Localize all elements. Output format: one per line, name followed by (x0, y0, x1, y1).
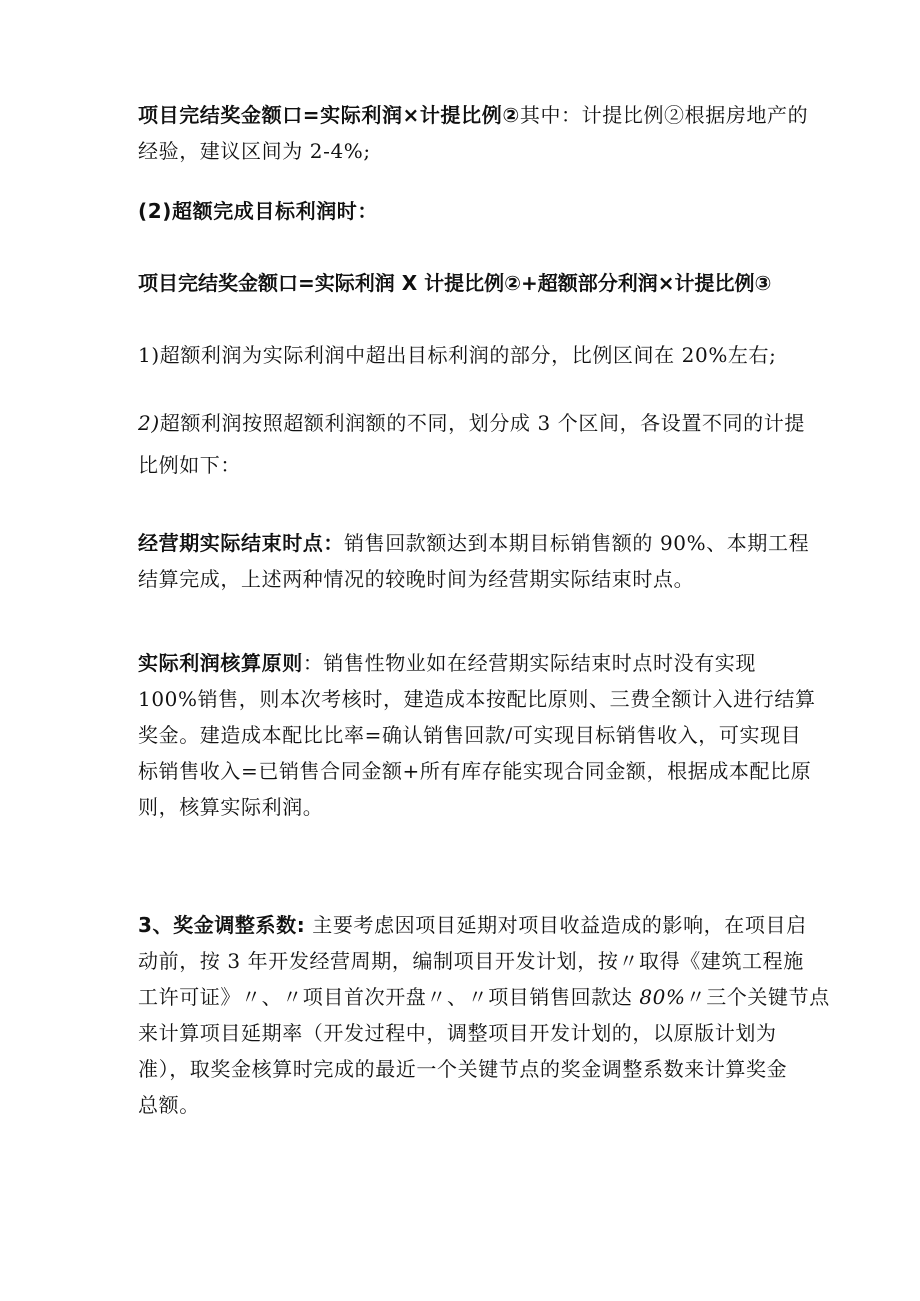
heading-exceed-target: (2)超额完成目标利润时： (138, 199, 378, 223)
paragraph-excess-profit-1: 1)超额利润为实际利润中超出目标利润的部分，比例区间在 20%左右; (138, 343, 777, 367)
bonus-adjustment-line6: 总额。 (138, 1093, 200, 1117)
end-time-definition: 销售回款额达到本期目标销售额的 90%、本期工程 (344, 531, 810, 555)
paragraph-excess-profit-2 (138, 405, 805, 483)
formula-note: 其中：计提比例②根据房地产的 (519, 103, 809, 127)
bonus-adjustment-line3c: 〃三个关键节点 (685, 985, 830, 1009)
bonus-adjustment-percent: 80% (639, 985, 686, 1009)
excess-profit-2-line1: 超额利润按照超额利润额的不同，划分成 3 个区间，各设置不同的计提 (159, 411, 805, 435)
excess-profit-2-line2: 比例如下： (138, 453, 241, 477)
end-time-term: 经营期实际结束时点： (138, 531, 344, 555)
paragraph-exceed-formula: 项目完结奖金额口=实际利润 X 计提比例②+超额部分利润×计提比例③ (138, 271, 772, 295)
paragraph-bonus-adjustment (138, 907, 830, 1123)
bonus-adjustment-line4: 来计算项目延期率（开发过程中，调整项目开发计划的，以原版计划为 (138, 1021, 777, 1045)
profit-accounting-line3: 奖金。建造成本配比比率=确认销售回款/可实现目标销售收入，可实现目 (138, 723, 802, 747)
paragraph-profit-accounting (138, 645, 816, 825)
paragraph-end-time (138, 525, 810, 597)
item-number: 2) (138, 411, 160, 435)
end-time-line2: 结算完成，上述两种情况的较晚时间为经营期实际结束时点。 (138, 567, 695, 591)
bonus-adjustment-line2: 动前，按 3 年开发经营周期，编制项目开发计划，按〃取得《建筑工程施 (138, 949, 804, 973)
bonus-adjustment-definition: 主要考虑因项目延期对项目收益造成的影响，在项目启 (305, 913, 807, 937)
formula-note-line2: 经验，建议区间为 2-4%; (138, 139, 371, 163)
formula-bold: 项目完结奖金额口=实际利润×计提比例② (138, 103, 520, 127)
profit-accounting-term: 实际利润核算原则 (138, 651, 303, 675)
bonus-adjustment-line5: 准），取奖金核算时完成的最近一个关键节点的奖金调整系数来计算奖金 (138, 1057, 788, 1081)
paragraph-bonus-formula (138, 97, 809, 169)
bonus-adjustment-line3a: 工许可证》〃、〃项目首次开盘〃、〃项目销售回款达 (138, 985, 640, 1009)
profit-accounting-definition: ：销售性物业如在经营期实际结束时点时没有实现 (302, 651, 757, 675)
profit-accounting-line4: 标销售收入=已销售合同金额+所有库存能实现合同金额，根据成本配比原 (138, 759, 812, 783)
bonus-adjustment-term: 3、奖金调整系数: (138, 913, 306, 937)
profit-accounting-line2: 100%销售，则本次考核时，建造成本按配比原则、三费全额计入进行结算 (138, 687, 816, 711)
profit-accounting-line5: 则，核算实际利润。 (138, 795, 324, 819)
